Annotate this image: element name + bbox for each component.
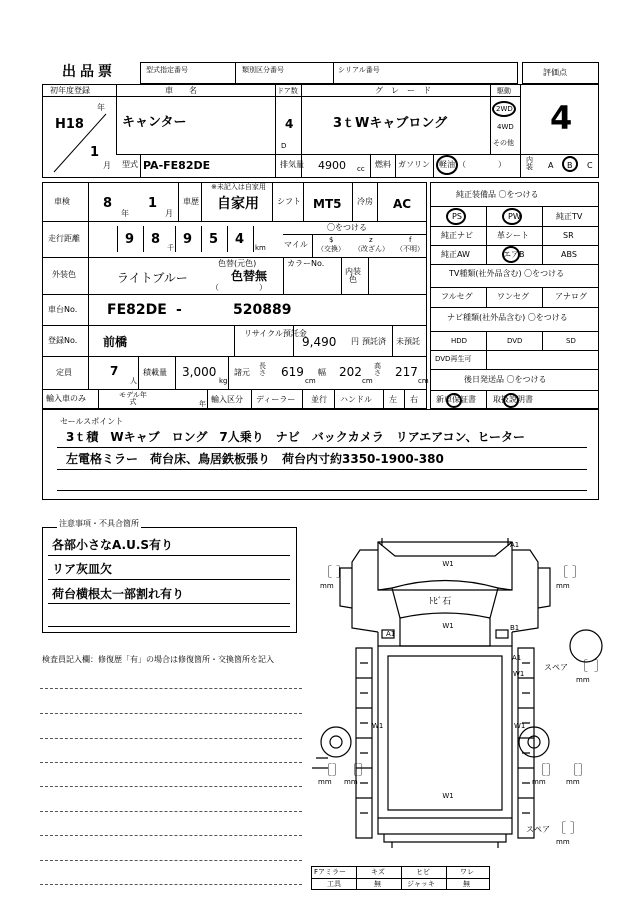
equip-tv: 純正TV xyxy=(556,212,583,221)
shaken-label: 車検 xyxy=(54,197,70,206)
tv-oneseg: ワンセグ xyxy=(497,292,529,301)
bracket: ］ xyxy=(594,659,607,673)
height-value: 217 xyxy=(395,365,418,379)
handle-right: 右 xyxy=(410,395,418,404)
navi-title: ナビ種類(社外品含む) 〇をつける xyxy=(447,313,568,322)
notes-label: 注意事項・不具合箇所 xyxy=(59,519,139,528)
fuel-paren: （ ） xyxy=(458,160,506,169)
chassis-dash: - xyxy=(176,302,182,318)
bracket: ［ xyxy=(576,659,589,673)
import-type-label: 輸入区分 xyxy=(211,395,243,404)
bracket: ［ xyxy=(534,763,547,777)
equip-ps-circle xyxy=(446,208,466,225)
swap-mark: $ xyxy=(329,236,334,244)
equip-abs: ABS xyxy=(561,250,577,259)
recycle-value: 9,490 xyxy=(302,335,337,349)
doors-label: ドア数 xyxy=(277,87,298,95)
mark-w1-mid: W1 xyxy=(442,622,454,630)
mileage-digit: 4 xyxy=(235,232,245,247)
mileage-label: 走行距離 xyxy=(48,234,80,243)
tamper-label: （改ざん） xyxy=(354,245,389,253)
first-reg-era: H18 xyxy=(55,117,84,132)
items-tools-value: 無 xyxy=(374,880,381,888)
bracket: ］ xyxy=(572,565,585,579)
items-tools-label: 工具 xyxy=(327,880,341,888)
shaken-year-unit: 年 xyxy=(121,209,129,218)
recycle-unit: 円 xyxy=(351,337,359,346)
grade-value: 3ｔWキャブロング xyxy=(333,116,448,131)
door-unit: D xyxy=(281,142,287,150)
cc-unit: cc xyxy=(357,165,365,173)
bracket: ［ xyxy=(346,763,359,777)
items-header-break: ワレ xyxy=(460,868,474,876)
load-label: 積載量 xyxy=(143,368,167,377)
interior-b: B xyxy=(567,161,573,170)
form-title: 出品票 xyxy=(62,64,116,80)
note-line-1: 各部小さなA.U.S有り xyxy=(52,538,174,552)
equip-navi: 純正ナビ xyxy=(441,231,473,240)
later-warranty: 新車保証書 xyxy=(436,395,476,404)
bracket: ［ xyxy=(320,565,333,579)
color-change-label: 色替(元色) xyxy=(218,259,257,268)
color-no-label: カラーNo. xyxy=(287,259,325,268)
shift-value: MT5 xyxy=(313,197,342,211)
displacement-value: 4900 xyxy=(318,159,346,172)
bracket: ］ xyxy=(578,763,591,777)
dvd-playable: DVD再生可 xyxy=(435,355,472,363)
mileage-digit: 9 xyxy=(183,232,193,247)
tv-analog: アナログ xyxy=(555,292,587,301)
items-jack-value: 無 xyxy=(463,880,470,888)
mark-w1-left: W1 xyxy=(372,722,384,730)
mark-w1-right-1: W1 xyxy=(513,670,525,678)
mm-unit: mm xyxy=(318,778,332,786)
interior-b-circle xyxy=(562,156,578,172)
grade-label: グ レ ー ド xyxy=(375,86,431,95)
mileage-digit: 8 xyxy=(151,232,161,247)
length-value: 619 xyxy=(281,365,304,379)
color-paren: （ ） xyxy=(211,283,267,292)
later-manual: 取扱説明書 xyxy=(493,395,533,404)
mm-unit: mm xyxy=(344,778,358,786)
items-jack-label: ジャッキ xyxy=(407,880,435,888)
fuel-value: ガソリン xyxy=(398,160,430,169)
displacement-label: 排気量 xyxy=(280,160,304,169)
bracket: ］ xyxy=(570,821,583,835)
color-label: 外装色 xyxy=(52,270,76,279)
mark-a1-left: A1 xyxy=(386,630,396,638)
mark-a1-right: A1 xyxy=(512,654,522,662)
mm-unit: mm xyxy=(566,778,580,786)
ac-label: 冷房 xyxy=(357,197,373,206)
mark-a1-top: A1 xyxy=(510,541,520,549)
tamper-mark: z xyxy=(369,236,373,244)
model-year-label: モデル年式 xyxy=(119,391,147,406)
tv-title: TV種類(社外品含む) 〇をつける xyxy=(449,269,565,278)
drive-label: 駆動 xyxy=(497,87,511,95)
mileage-digit: 5 xyxy=(209,232,219,247)
width-value: 202 xyxy=(339,365,362,379)
recycle-label-1: リサイクル預託金 xyxy=(244,329,307,338)
mileage-digit: 9 xyxy=(125,232,135,247)
first-reg-month: 1 xyxy=(90,145,100,160)
recycle-paid: 預託済 xyxy=(362,337,386,346)
equip-leather: 革シート xyxy=(497,231,529,240)
fuel-light-circle xyxy=(436,155,458,175)
color-value: ライトブルー xyxy=(117,271,188,285)
fuel-light: 軽油 xyxy=(439,160,455,169)
bracket: ］ xyxy=(358,763,371,777)
first-reg-label: 初年度登録 xyxy=(50,86,90,95)
vehicle-damage-diagram xyxy=(300,528,610,858)
interior-label: 内装 xyxy=(526,156,533,171)
bracket: ］ xyxy=(336,565,349,579)
thousand-unit: 千 xyxy=(167,244,174,252)
bracket: ［ xyxy=(320,763,333,777)
shaken-year: 8 xyxy=(103,196,113,211)
reg-value: 前橋 xyxy=(103,335,128,349)
later-warranty-circle xyxy=(446,393,462,408)
km-unit: km xyxy=(255,244,266,252)
navi-sd: SD xyxy=(566,337,576,345)
mark-w1-top: W1 xyxy=(442,560,454,568)
color-change-value: 色替無 xyxy=(231,269,268,283)
category-label: 類別区分番号 xyxy=(242,66,284,74)
later-manual-circle xyxy=(503,393,519,408)
interior-a: A xyxy=(548,161,554,170)
capacity-value: 7 xyxy=(110,364,119,378)
shaken-month: 1 xyxy=(148,196,158,211)
dims-label: 諸元 xyxy=(234,368,250,377)
sales-point-line1: 3ｔ積 Wキャブ ロング 7人乗り ナビ バックカメラ リアエアコン、ヒーター xyxy=(66,430,526,444)
capacity-label: 定員 xyxy=(56,368,72,377)
navi-dvd: DVD xyxy=(507,337,523,345)
recycle-unpaid: 未預託 xyxy=(396,337,420,346)
parallel-option: 並行 xyxy=(311,395,327,404)
first-reg-month-unit: 月 xyxy=(103,161,111,170)
equip-ps: PS xyxy=(452,212,462,221)
equip-pw-circle xyxy=(502,208,522,225)
sales-point-label: セールスポイント xyxy=(60,417,124,426)
unknown-label: （不明） xyxy=(396,245,424,253)
bracket: ［ xyxy=(556,565,569,579)
handle-left: 左 xyxy=(389,395,397,404)
later-title: 後日発送品 〇をつける xyxy=(464,375,547,384)
type-label: 型式 xyxy=(122,160,138,169)
shift-label: シフト xyxy=(277,197,301,206)
model-designation-label: 型式指定番号 xyxy=(146,66,188,74)
items-header-scratch: キズ xyxy=(371,868,385,876)
first-reg-year-unit: 年 xyxy=(97,103,105,112)
items-header-mirror: Fアミラー xyxy=(314,868,347,876)
bracket: ［ xyxy=(566,763,579,777)
history-note: ※未記入は自家用 xyxy=(211,183,266,191)
spare-label-top: スペア xyxy=(544,663,568,672)
history-label: 車歴 xyxy=(183,197,199,206)
serial-label: シリアル番号 xyxy=(338,66,380,74)
stone-chip-label: ﾄﾋﾞ石 xyxy=(428,597,452,607)
bracket: ［ xyxy=(554,821,567,835)
drive-4wd: 4WD xyxy=(497,123,514,131)
mark-w1-right-2: W1 xyxy=(514,722,526,730)
load-value: 3,000 xyxy=(182,365,217,379)
interior-color-label: 内装色 xyxy=(345,267,361,284)
mm-unit: mm xyxy=(320,582,334,590)
grade-score-label: 評価点 xyxy=(543,68,567,77)
tv-fullseg: フルセグ xyxy=(441,292,473,301)
capacity-unit: 人 xyxy=(130,377,137,385)
mm-unit: mm xyxy=(532,778,546,786)
sales-point-line2: 左電格ミラー 荷台床、鳥居鉄板張り 荷台内寸約3350-1900-380 xyxy=(66,452,444,466)
fuel-label: 燃料 xyxy=(375,160,391,169)
reg-label: 登録No. xyxy=(48,336,78,345)
unknown-mark: f xyxy=(409,236,412,244)
width-unit: cm xyxy=(362,377,373,385)
chassis-label: 車台No. xyxy=(48,305,78,314)
equip-pw: PW xyxy=(508,212,521,221)
navi-hdd: HDD xyxy=(451,337,468,345)
mark-w1-rear: W1 xyxy=(442,792,454,800)
chassis-prefix: FE82DE xyxy=(107,302,167,318)
height-unit: cm xyxy=(418,377,429,385)
equip-aw: 純正AW xyxy=(441,250,470,259)
dealer-option: ディーラー xyxy=(256,395,296,404)
chassis-number: 520889 xyxy=(233,302,292,318)
width-label: 幅 xyxy=(318,368,326,377)
length-label: 長さ xyxy=(259,362,266,377)
bracket: ］ xyxy=(332,763,345,777)
load-unit: kg xyxy=(219,377,228,385)
history-value: 自家用 xyxy=(217,196,259,212)
items-header-crack: ヒビ xyxy=(416,868,430,876)
car-name-label: 車 名 xyxy=(165,86,197,95)
import-label: 輸入車のみ xyxy=(46,394,86,403)
spare-label-bottom: スペア xyxy=(526,825,550,834)
mileage-circle-note: 〇をつける xyxy=(327,223,367,232)
score-value: 4 xyxy=(550,99,573,137)
length-unit: cm xyxy=(305,377,316,385)
shaken-month-unit: 月 xyxy=(165,209,173,218)
mm-unit: mm xyxy=(576,676,590,684)
drive-other: その他 xyxy=(493,139,514,147)
equip-airbag-circle xyxy=(502,246,520,263)
ac-value: AC xyxy=(393,197,412,211)
mm-unit: mm xyxy=(556,582,570,590)
drive-2wd: 2WD xyxy=(496,105,513,113)
note-line-2: リア灰皿欠 xyxy=(52,562,113,576)
interior-c: C xyxy=(587,161,593,170)
note-line-3: 荷台横根太一部割れ有り xyxy=(52,587,185,601)
equipment-title: 純正装備品 〇をつける xyxy=(456,190,539,199)
mark-b1: B1 xyxy=(510,624,520,632)
car-name-value: キャンター xyxy=(122,115,187,130)
mile-label: マイル xyxy=(284,240,308,249)
equip-sr: SR xyxy=(563,231,574,240)
type-value: PA-FE82DE xyxy=(143,159,211,172)
mm-unit: mm xyxy=(556,838,570,846)
equip-airbag: エアB xyxy=(503,250,525,259)
handle-label: ハンドル xyxy=(340,395,372,404)
doors-value: 4 xyxy=(285,117,294,131)
model-year-unit: 年 xyxy=(199,400,206,408)
height-label: 高さ xyxy=(374,362,381,377)
mileage-digit-boxes xyxy=(91,226,269,252)
swap-label: （交換） xyxy=(317,245,345,253)
first-reg-slash xyxy=(50,112,110,174)
header-id-box xyxy=(140,62,518,84)
bracket: ］ xyxy=(546,763,559,777)
drive-2wd-circle xyxy=(492,101,516,117)
inspector-label: 検査員記入欄：修復歴「有」の場合は修復箇所・交換箇所を記入 xyxy=(42,655,274,664)
